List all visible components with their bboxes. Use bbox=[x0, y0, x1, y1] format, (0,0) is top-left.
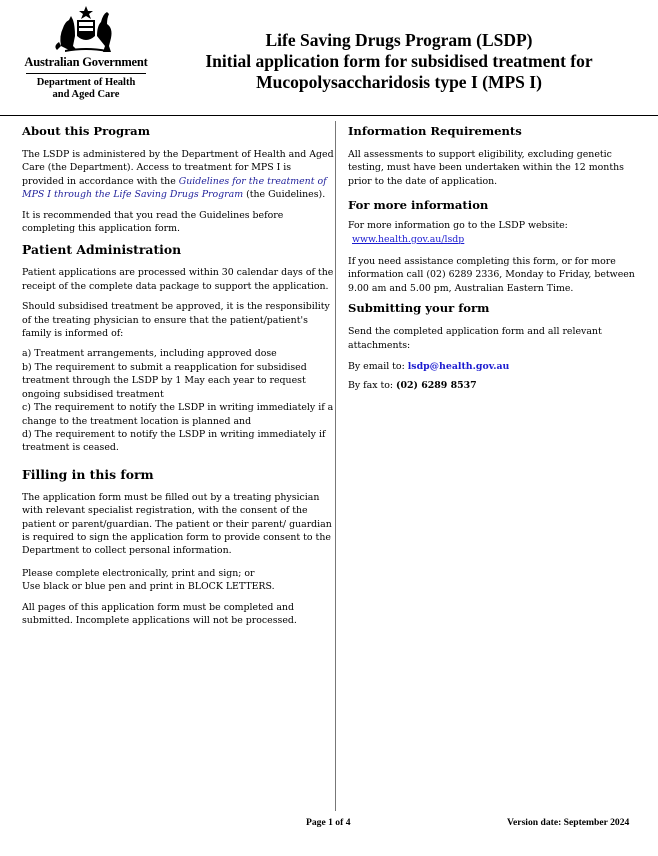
title-line-1: Life Saving Drugs Program (LSDP) bbox=[265, 30, 533, 50]
department-name-line2: and Aged Care bbox=[52, 89, 120, 100]
left-column bbox=[22, 124, 336, 634]
email-line bbox=[348, 360, 640, 373]
fax-label: By fax to: bbox=[348, 380, 397, 392]
submitting-heading: Submitting your form bbox=[348, 301, 490, 316]
fax-number: (02) 6289 8537 bbox=[396, 380, 477, 392]
government-name: Australian Government bbox=[24, 55, 148, 69]
info-requirements-heading: Information Requirements bbox=[348, 124, 522, 138]
title-line-3: Mucopolysaccharidosis type I (MPS I) bbox=[256, 72, 542, 92]
website-link-wrapper bbox=[348, 233, 640, 246]
fax-line bbox=[348, 379, 640, 392]
version-date: Version date: September 2024 bbox=[507, 817, 630, 828]
header-divider bbox=[0, 115, 658, 116]
list-item: b) The requirement to submit a reapplication for subsidised treatment through the LSDP by 1 May each year to request ongoing subsidised treatment bbox=[22, 361, 307, 400]
filling-paragraph-2 bbox=[22, 567, 336, 594]
patient-paragraph-1: Patient applications are processed within 30 calendar days of the receipt of the complete data package to support the application. bbox=[22, 267, 334, 292]
about-text-b: (the Guidelines). bbox=[243, 189, 326, 201]
page-number: Page 1 of 4 bbox=[306, 817, 351, 828]
list-item: c) The requirement to notify the LSDP in writing immediately if a change to the treatment location is planned and bbox=[22, 402, 334, 427]
assistance-paragraph: If you need assistance completing this form, or for more information call (02) 6289 2336, Monday to Friday, between 9.00 am and 5.00 pm, Australian Eastern Time. bbox=[348, 256, 635, 294]
submitting-paragraph: Send the completed application form and all relevant attachments: bbox=[348, 326, 602, 351]
filling-instruction-2: Use black or blue pen and print in BLOCK LETTERS. bbox=[22, 581, 275, 593]
info-paragraph: All assessments to support eligibility, excluding genetic testing, must have been undertaken within the 12 months prior to the date of application. bbox=[348, 149, 624, 187]
coat-of-arms-icon bbox=[51, 6, 121, 54]
form-title bbox=[160, 30, 638, 93]
about-heading: About this Program bbox=[22, 124, 150, 138]
logo-divider bbox=[26, 73, 146, 74]
email-link[interactable]: lsdp@health.gov.au bbox=[407, 361, 510, 373]
filling-paragraph-3: All pages of this application form must be completed and submitted. Incomplete applications will not be processed. bbox=[22, 601, 297, 626]
right-column bbox=[348, 124, 640, 400]
department-name-line1: Department of Health bbox=[36, 77, 136, 88]
more-info-heading: For more information bbox=[348, 198, 489, 213]
about-paragraph-1 bbox=[22, 148, 336, 202]
about-paragraph-2: It is recommended that you read the Guidelines before completing this application form. bbox=[22, 209, 284, 235]
filling-paragraph-1: The application form must be filled out by a treating physician with relevant specialist registration, with the consent of the patient or parent/guardian. The patient or their parent/ guardian is required to sign the application form to provide consent to the Department to collect personal information. bbox=[22, 491, 332, 557]
government-logo bbox=[22, 6, 150, 101]
filling-instruction-1: Please complete electronically, print and sign; or bbox=[22, 567, 255, 579]
patient-admin-heading: Patient Administration bbox=[22, 242, 182, 258]
about-text-a: The LSDP is administered by the Department of Health and Aged Care (the Department). Access to treatment for MPS I is provided in accordance with the bbox=[22, 149, 334, 187]
email-label: By email to: bbox=[348, 361, 408, 373]
patient-list bbox=[22, 347, 336, 454]
more-info-paragraph: For more information go to the LSDP website: bbox=[348, 220, 568, 232]
list-item: d) The requirement to notify the LSDP in writing immediately if treatment is ceased. bbox=[22, 428, 326, 454]
patient-paragraph-2: Should subsidised treatment be approved, it is the responsibility of the treating physician to ensure that the patient/patient's family is informed of: bbox=[22, 301, 330, 340]
list-item: a) Treatment arrangements, including approved dose bbox=[22, 348, 277, 360]
filling-heading: Filling in this form bbox=[22, 466, 154, 482]
title-line-2: Initial application form for subsidised treatment for bbox=[205, 51, 593, 71]
guidelines-reference: Guidelines for the treatment of MPS I through the Life Saving Drugs Program bbox=[22, 175, 327, 201]
website-link[interactable]: www.health.gov.au/lsdp bbox=[352, 233, 465, 245]
